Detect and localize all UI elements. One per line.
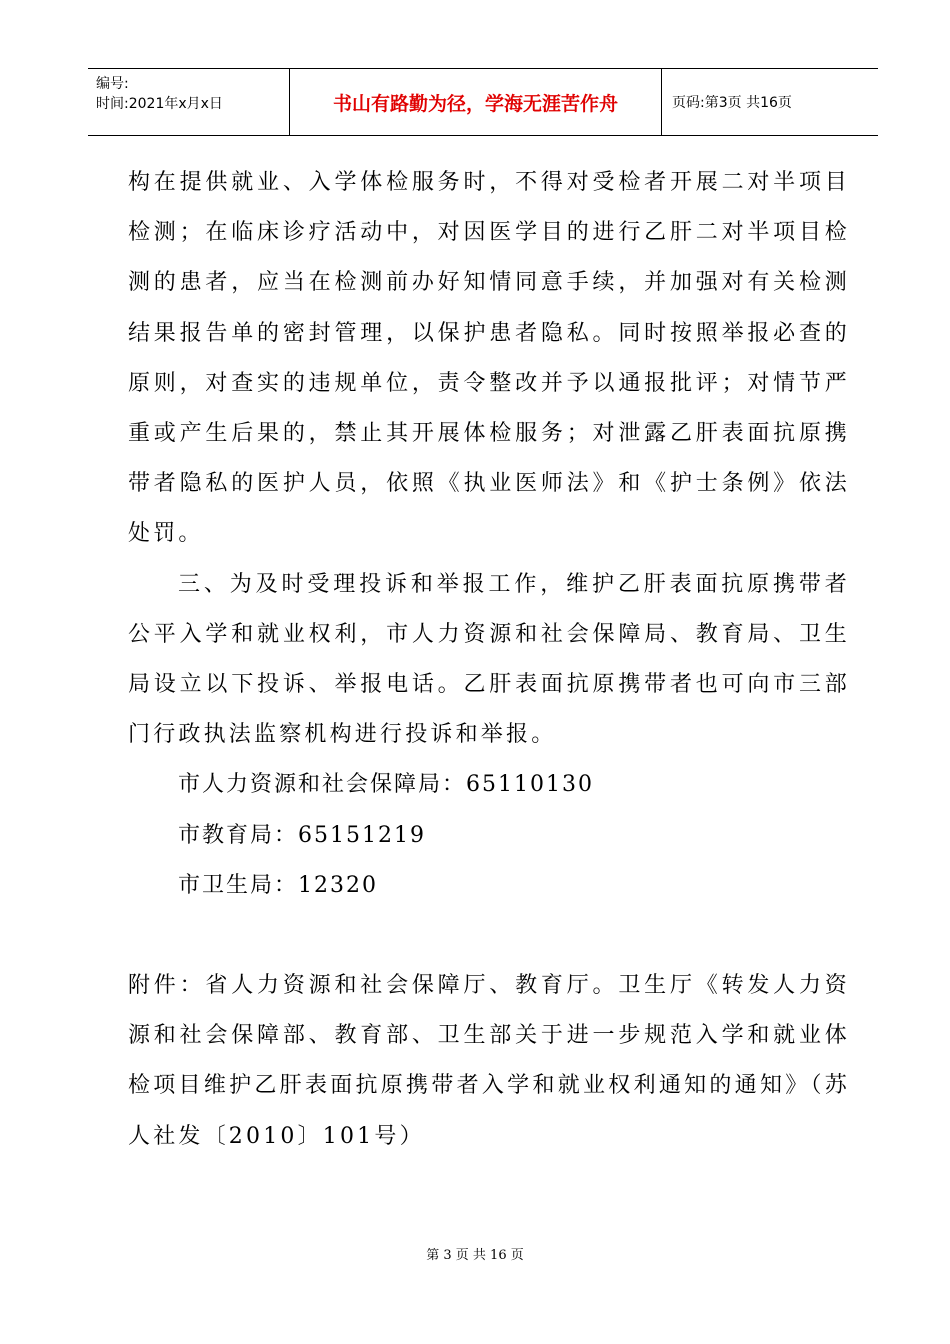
phone-hr-bureau: 市人力资源和社会保障局：65110130 — [178, 772, 594, 798]
phone-education-bureau: 市教育局：65151219 — [178, 822, 426, 848]
header-page-info: 页码:第3页 共16页 — [672, 95, 792, 111]
attachment-note: 附件：省人力资源和社会保障厅、教育厅。卫生厅《转发人力资源和社会保障部、教育部、卫生部关于进一步规范入学和就业体检项目维护乙肝表面抗原携带者入学和就业权利通知的通知》（苏人社发〔2010〕101号） — [128, 973, 850, 1149]
header-meta — [88, 69, 290, 135]
blank-line — [128, 911, 850, 961]
page-header — [88, 68, 878, 136]
header-number: 编号: — [96, 76, 129, 92]
paragraph-continued: 构在提供就业、入学体检服务时，不得对受检者开展二对半项目检测；在临床诊疗活动中，对因医学目的进行乙肝二对半项目检测的患者，应当在检测前办好知情同意手续，并加强对有关检测结果报告单的密封管理，以保护患者隐私。同时按照举报必查的原则，对查实的违规单位，责令整改并予以通报批评；对情节严重或产生后果的，禁止其开展体检服务；对泄露乙肝表面抗原携带者隐私的医护人员，依照《执业医师法》和《护士条例》依法处罚。 — [128, 170, 850, 547]
header-motto: 书山有路勤为径，学海无涯苦作舟 — [290, 69, 662, 135]
paragraph-section-three: 三、为及时受理投诉和举报工作，维护乙肝表面抗原携带者公平入学和就业权利，市人力资源和社会保障局、教育局、卫生局设立以下投诉、举报电话。乙肝表面抗原携带者也可向市三部门行政执法监察机构进行投诉和举报。 — [128, 571, 850, 748]
page-footer: 第 3 页 共 16 页 — [426, 1248, 524, 1263]
header-time: 时间:2021年x月x日 — [96, 96, 223, 112]
phone-health-bureau: 市卫生局：12320 — [178, 872, 378, 898]
document-body — [128, 158, 850, 1162]
